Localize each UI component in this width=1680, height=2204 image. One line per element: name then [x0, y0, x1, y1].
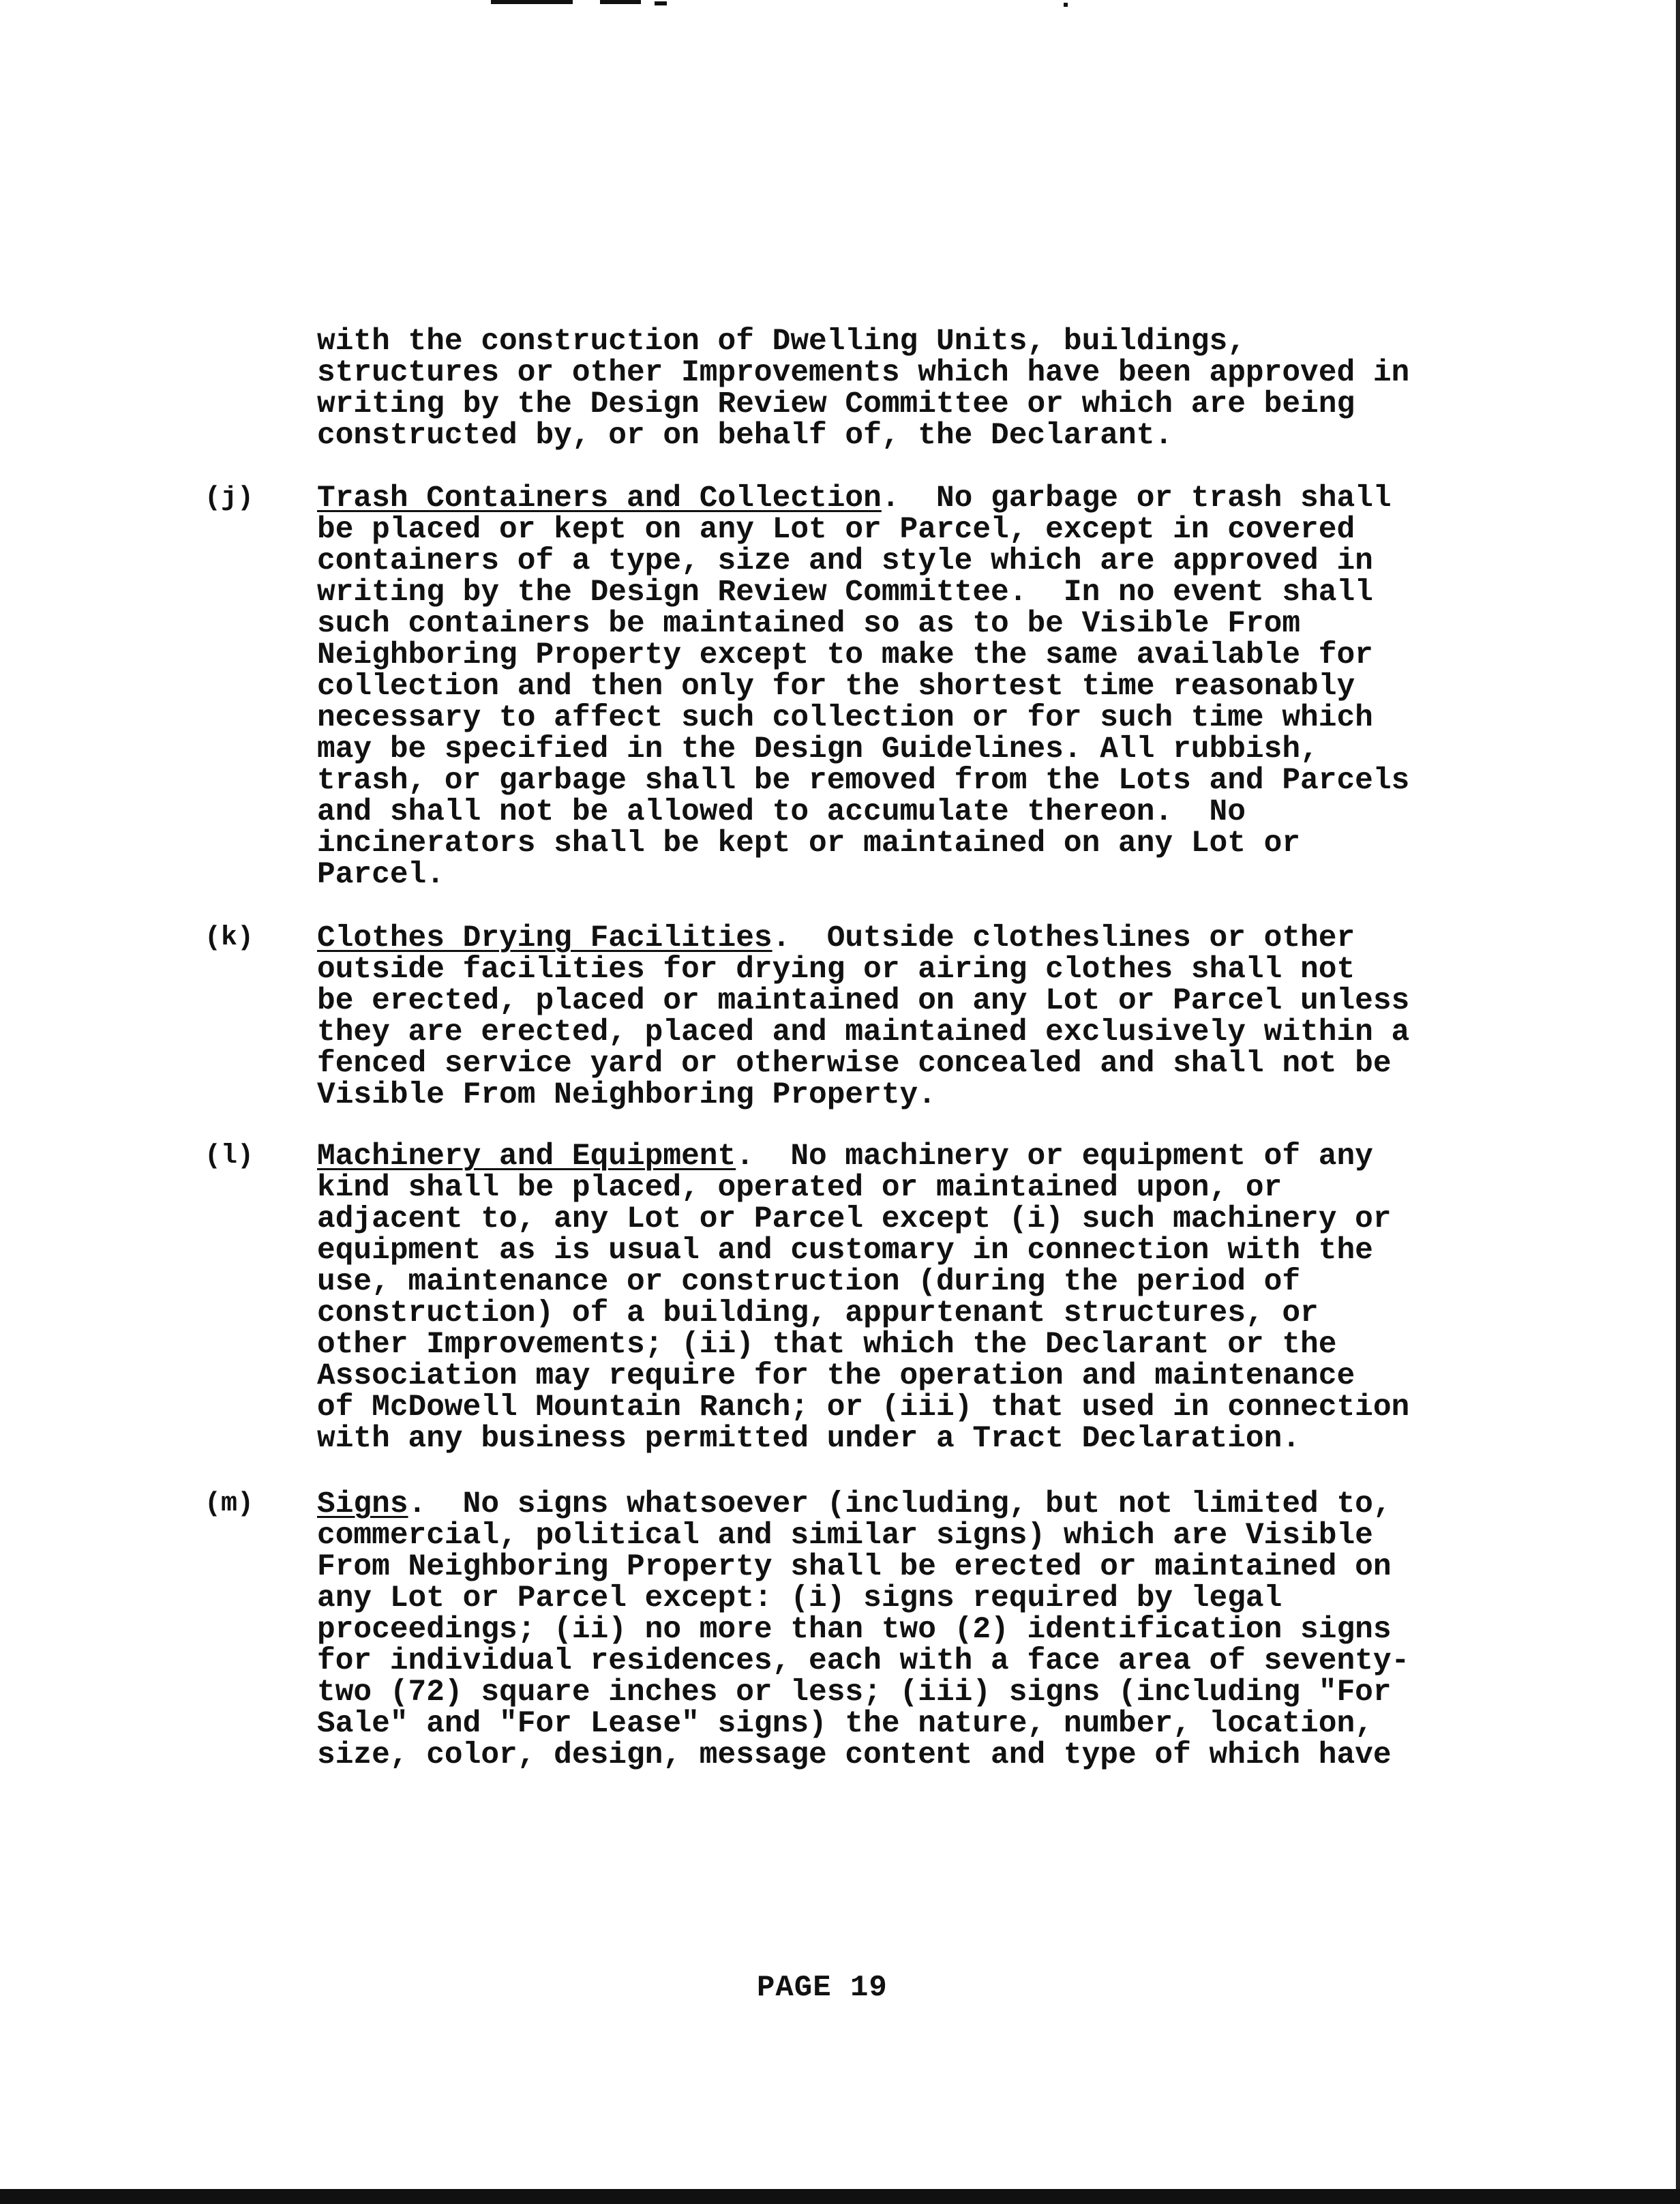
text-line: two (72) square inches or less; (iii) signs (including "For	[317, 1676, 1392, 1710]
text-line: outside facilities for drying or airing clothes shall not	[317, 953, 1355, 987]
text-line: such containers be maintained so as to be Visible From	[317, 607, 1301, 641]
text-line: may be specified in the Design Guidelines. All rubbish,	[317, 732, 1319, 766]
text-line: with the construction of Dwelling Units, buildings,	[317, 325, 1246, 359]
section-marker: (l)	[205, 1141, 254, 1172]
text-line: with any business permitted under a Tract Declaration.	[317, 1422, 1301, 1456]
text-line: structures or other Improvements which have been approved in	[317, 356, 1410, 390]
section-k	[205, 923, 1541, 1141]
text-line: for individual residences, each with a face area of seventy-	[317, 1644, 1410, 1678]
text-line: of McDowell Mountain Ranch; or (iii) that used in connection	[317, 1390, 1410, 1425]
text-line: adjacent to, any Lot or Parcel except (i) such machinery or	[317, 1202, 1392, 1236]
text-line: be placed or kept on any Lot or Parcel, except in covered	[317, 513, 1355, 547]
text-line: fenced service yard or otherwise concealed and shall not be	[317, 1047, 1392, 1081]
section-heading: Signs	[317, 1487, 408, 1521]
text-line: commercial, political and similar signs) which are Visible	[317, 1519, 1373, 1553]
text-line: Sale" and "For Lease" signs) the nature, number, location,	[317, 1707, 1373, 1741]
section-j	[205, 483, 1541, 923]
section-marker: (m)	[205, 1489, 254, 1519]
text-line: . No signs whatsoever (including, but not limited to,	[408, 1487, 1392, 1521]
continuation-text	[317, 326, 1544, 451]
text-line: use, maintenance or construction (during the period of	[317, 1265, 1301, 1299]
section-heading: Clothes Drying Facilities	[317, 921, 772, 955]
text-line: incinerators shall be kept or maintained on any Lot or	[317, 827, 1301, 861]
text-line: . No garbage or trash shall	[881, 481, 1392, 516]
section-text	[317, 1141, 1544, 1455]
text-line: be erected, placed or maintained on any Lot or Parcel unless	[317, 984, 1410, 1018]
text-line: size, color, design, message content and type of which have	[317, 1738, 1392, 1772]
section-text	[317, 923, 1544, 1111]
text-line: construction) of a building, appurtenant structures, or	[317, 1296, 1319, 1330]
document-body	[205, 326, 1541, 1782]
text-line: writing by the Design Review Committee or which are being	[317, 387, 1355, 421]
text-line: and shall not be allowed to accumulate thereon. No	[317, 795, 1246, 829]
continuation-paragraph	[205, 326, 1541, 483]
section-marker: (k)	[205, 923, 254, 953]
scan-artifact-bottom	[0, 2189, 1680, 2204]
text-line: any Lot or Parcel except: (i) signs required by legal	[317, 1581, 1282, 1615]
text-line: proceedings; (ii) no more than two (2) identification signs	[317, 1613, 1392, 1647]
text-line: . Outside clotheslines or other	[772, 921, 1355, 955]
text-line: writing by the Design Review Committee. In no event shall	[317, 576, 1373, 610]
text-line: . No machinery or equipment of any	[736, 1140, 1373, 1174]
text-line: Visible From Neighboring Property.	[317, 1078, 936, 1112]
section-text	[317, 1489, 1544, 1771]
section-heading: Trash Containers and Collection	[317, 481, 882, 516]
text-line: kind shall be placed, operated or maintained upon, or	[317, 1171, 1282, 1205]
page-number: PAGE 19	[757, 1971, 888, 2005]
text-line: equipment as is usual and customary in connection with the	[317, 1234, 1373, 1268]
scan-artifact-right	[1676, 0, 1680, 2204]
text-line: collection and then only for the shortest time reasonably	[317, 670, 1355, 704]
text-line: trash, or garbage shall be removed from the Lots and Parcels	[317, 764, 1410, 798]
section-m	[205, 1489, 1541, 1782]
text-line: containers of a type, size and style which are approved in	[317, 544, 1373, 578]
section-l	[205, 1141, 1541, 1489]
text-line: Association may require for the operation and maintenance	[317, 1359, 1355, 1393]
text-line: Parcel.	[317, 858, 445, 892]
section-heading: Machinery and Equipment	[317, 1140, 736, 1174]
text-line: they are erected, placed and maintained exclusively within a	[317, 1015, 1410, 1049]
text-line: constructed by, or on behalf of, the Declarant.	[317, 419, 1173, 453]
text-line: From Neighboring Property shall be erected or maintained on	[317, 1550, 1392, 1584]
scan-artifact-top	[477, 0, 1091, 8]
text-line: necessary to affect such collection or for such time which	[317, 701, 1373, 735]
section-marker: (j)	[205, 483, 254, 513]
text-line: other Improvements; (ii) that which the Declarant or the	[317, 1328, 1337, 1362]
section-text	[317, 483, 1544, 891]
text-line: Neighboring Property except to make the same available for	[317, 638, 1373, 672]
